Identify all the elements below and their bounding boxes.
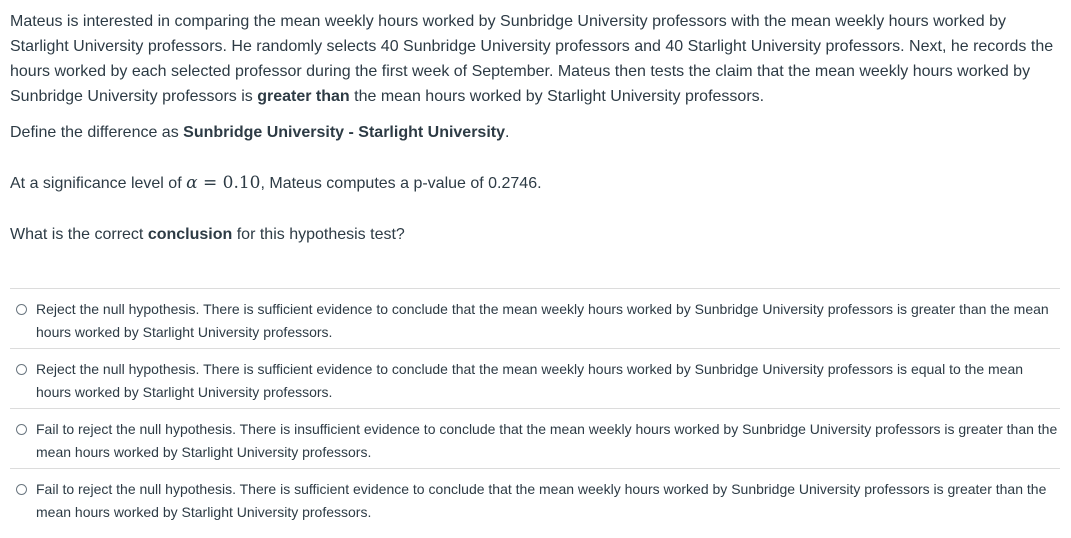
ask-emphasis: conclusion xyxy=(147,226,233,243)
answer-label: Reject the null hypothesis. There is sufficient evidence to conclude that the mean weekly hours worked by Sunbridge University professors is greater than the mean hours worked by Starlight University professors. xyxy=(36,301,1049,340)
answer-option-2[interactable] xyxy=(10,348,1060,408)
significance-statement xyxy=(10,171,1061,196)
radio-button-icon[interactable] xyxy=(16,304,27,315)
radio-button-icon[interactable] xyxy=(16,484,27,495)
alpha-value: = 0.10 xyxy=(197,173,261,193)
question-intro-tail: the mean hours worked by Starlight University professors. xyxy=(349,88,765,105)
sig-suffix: , Mateus computes a p-value of 0.2746. xyxy=(260,175,542,192)
answer-label: Fail to reject the null hypothesis. There is sufficient evidence to conclude that the mean weekly hours worked by Sunbridge University professors is greater than the mean hours worked by Starlight University professors. xyxy=(36,481,1047,520)
question-intro-emphasis: greater than xyxy=(257,88,350,105)
ask-prefix: What is the correct xyxy=(10,226,148,243)
question-intro xyxy=(10,9,1061,109)
question-intro-text: Mateus is interested in comparing the mean weekly hours worked by Sunbridge University professors with the mean weekly hours worked by Starlight University professors. He randomly selects 40 Sunbridge University professors and 40 Starlight University professors. Next, he records the hours worked by each selected professor during the first week of September. Mateus then tests the claim that the mean weekly hours worked by Sunbridge University professors is xyxy=(10,13,1054,105)
answer-label: Reject the null hypothesis. There is sufficient evidence to conclude that the mean weekly hours worked by Sunbridge University professors is equal to the mean hours worked by Starlight University professors. xyxy=(36,361,1024,400)
radio-button-icon[interactable] xyxy=(16,364,27,375)
ask-suffix: for this hypothesis test? xyxy=(232,226,405,243)
answer-option-1[interactable] xyxy=(10,288,1060,348)
answer-option-4[interactable] xyxy=(10,468,1060,528)
answer-list xyxy=(10,288,1060,528)
question-prompt xyxy=(10,222,1061,247)
define-suffix: . xyxy=(505,124,510,141)
radio-button-icon[interactable] xyxy=(16,424,27,435)
alpha-expression xyxy=(186,173,260,193)
difference-definition xyxy=(10,120,1061,145)
answer-option-3[interactable] xyxy=(10,408,1060,468)
question-block xyxy=(10,9,1061,247)
alpha-symbol: α xyxy=(186,173,198,193)
sig-prefix: At a significance level of xyxy=(10,175,187,192)
define-prefix: Define the difference as xyxy=(10,124,184,141)
answer-label: Fail to reject the null hypothesis. There is insufficient evidence to conclude that the mean weekly hours worked by Sunbridge University professors is greater than the mean hours worked by Starlight University professors. xyxy=(36,421,1058,460)
define-emphasis: Sunbridge University - Starlight University xyxy=(183,124,505,141)
